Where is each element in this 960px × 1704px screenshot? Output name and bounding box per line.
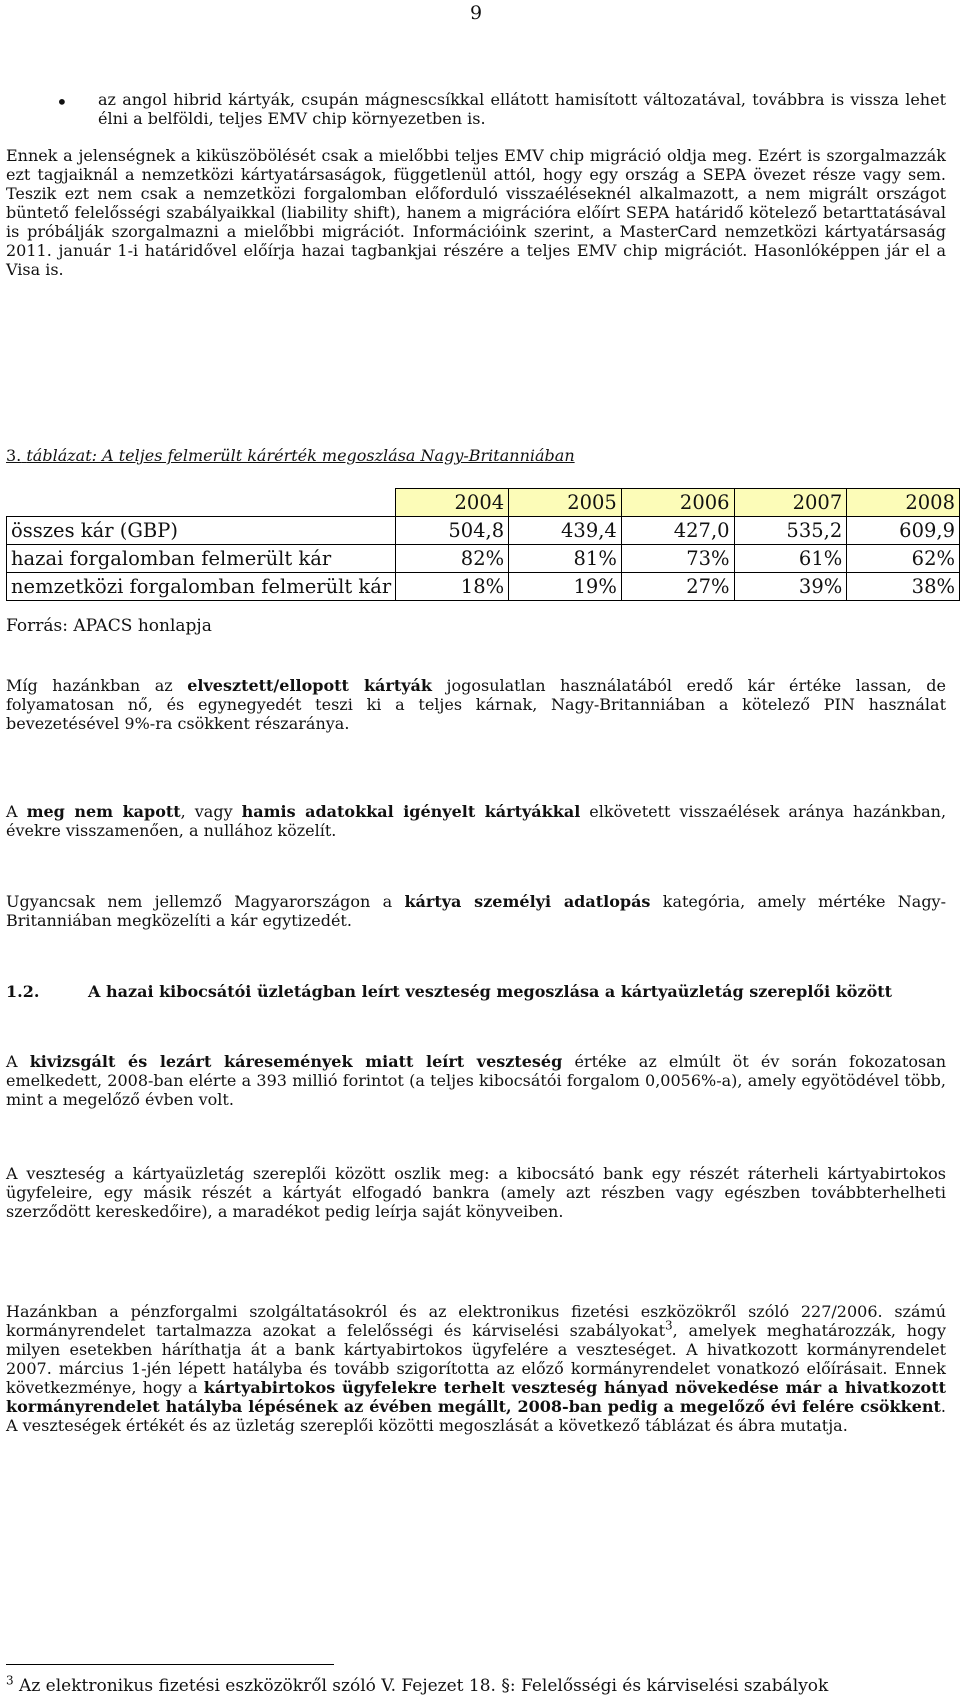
damage-table <box>6 488 960 601</box>
table-row-label: hazai forgalomban felmerült kár <box>7 545 396 573</box>
text-run: Hazánkban a pénzforgalmi szolgáltatásokról és az elektronikus fizetési eszközökről szóló 227/2006. számú kormányrendelet tartalmazza azokat a felelősségi és kárviselési szabályokat <box>6 1302 946 1340</box>
table-year-header: 2006 <box>621 489 734 517</box>
table-caption-number: 3. <box>6 446 22 465</box>
table-year-header: 2007 <box>734 489 847 517</box>
paragraph-6: A veszteség a kártyaüzletág szereplői között oszlik meg: a kibocsátó bank egy részét ráterheli kártyabirtokos ügyfeleire, egy másik részét a kártyát elfogadó bankra (amely azt részben vagy egészben továbbterhelheti szerződött kereskedőire), a maradékot pedig leírja saját könyveiben. <box>6 1164 946 1221</box>
bold-text: hamis adatokkal igényelt kártyákkal <box>241 802 581 821</box>
paragraph-4 <box>6 892 946 930</box>
table-cell: 504,8 <box>396 517 509 545</box>
paragraph-1: Ennek a jelenségnek a kiküszöbölését csak a mielőbbi teljes EMV chip migráció oldja meg. Ezért is szorgalmazzák ezt tagjaiknál a nemzetközi kártyatársaságok, függetlenül attól, hogy egy ország a SEPA övezet része vagy sem. Teszik ezt nem csak a nemzetközi forgalomban előforduló visszaéléseknél alkalmazott, a nem migrált országot büntető felelősségi szabályaikkal (liability shift), hanem a migrációra előírt SEPA határidő kötelező betarttatásával is próbálják szorgalmazni a mielőbbi migrációt. Információink szerint, a MasterCard nemzetközi kártyatársaság 2011. január 1-i határidővel előírja hazai tagbankjai részére a teljes EMV chip migrációt. Hasonlóképpen jár el a Visa is. <box>6 146 946 279</box>
bold-text: kártyabirtokos ügyfelekre terhelt veszteség hányad növekedése már a hivatkozott kormányrendelet hatályba lépésének az évében megállt, 2008-ban pedig a megelőző évi felére csökkent <box>6 1378 946 1416</box>
table-corner-cell <box>7 489 396 517</box>
table-row <box>7 573 960 601</box>
bold-text: meg nem kapott <box>26 802 181 821</box>
page-number: 9 <box>470 2 483 24</box>
table-year-header: 2004 <box>396 489 509 517</box>
table-cell: 61% <box>734 545 847 573</box>
table-row <box>7 517 960 545</box>
table-header-row <box>7 489 960 517</box>
text-run: Míg hazánkban az <box>6 676 188 695</box>
section-number: 1.2. <box>6 982 40 1001</box>
text-run: A <box>6 802 27 821</box>
footnote-ref[interactable]: 3 <box>665 1318 673 1333</box>
section-title: A hazai kibocsátói üzletágban leírt veszteség megoszlása a kártyaüzletág szereplői között <box>88 982 893 1001</box>
paragraph-5 <box>6 1052 946 1109</box>
text-run: A <box>6 1052 30 1071</box>
footnote-divider <box>6 1664 334 1665</box>
table-cell: 62% <box>847 545 960 573</box>
table-year-header: 2005 <box>509 489 622 517</box>
table-cell: 439,4 <box>509 517 622 545</box>
text-run: jogosulatlan használatából eredő kár értéke lassan, de folyamatosan nő, és egynegyedét teszi ki a teljes kárnak, Nagy-Britanniában a kötelező PIN használat bevezetésével 9%-ra csökkent részaránya. <box>6 676 947 733</box>
bullet-icon: • <box>56 90 68 114</box>
footnote-text: Az elektronikus fizetési eszközökről szóló V. Fejezet 18. §: Felelősségi és kárviselési szabályok <box>13 1676 829 1696</box>
bullet-text: az angol hibrid kártyák, csupán mágnescsíkkal ellátott hamisított változatával, továbbra is vissza lehet élni a belföldi, teljes EMV chip környezetben is. <box>98 90 946 128</box>
table-cell: 18% <box>396 573 509 601</box>
text-run: értéke az elmúlt öt év során fokozatosan emelkedett, 2008-ban elérte a 393 millió forintot (a teljes kibocsátói forgalom 0,0056%-a), amely egyötödével több, mint a megelőző évben volt. <box>6 1052 947 1109</box>
table-caption <box>6 446 575 465</box>
table-row <box>7 545 960 573</box>
paragraph-7 <box>6 1302 946 1435</box>
table-row-label: összes kár (GBP) <box>7 517 396 545</box>
text-run: kategória, amely mértéke Nagy-Britanniában megközelíti a kár egytizedét. <box>6 892 947 930</box>
section-heading <box>6 982 946 1001</box>
text-run: , vagy <box>180 802 242 821</box>
table-year-header: 2008 <box>847 489 960 517</box>
text-run: . A veszteségek értékét és az üzletág szereplői közötti megoszlását a következő táblázat és ábra mutatja. <box>6 1397 946 1435</box>
table-cell: 27% <box>621 573 734 601</box>
table-cell: 535,2 <box>734 517 847 545</box>
table-cell: 39% <box>734 573 847 601</box>
table-source: Forrás: APACS honlapja <box>6 616 212 636</box>
table-cell: 609,9 <box>847 517 960 545</box>
table-caption-text: táblázat: A teljes felmerült kárérték megoszlása Nagy-Britanniában <box>26 446 575 465</box>
bold-text: kivizsgált és lezárt káresemények miatt leírt veszteség <box>29 1052 563 1071</box>
table-cell: 82% <box>396 545 509 573</box>
table-cell: 38% <box>847 573 960 601</box>
table-cell: 81% <box>509 545 622 573</box>
table-cell: 73% <box>621 545 734 573</box>
paragraph-2 <box>6 676 946 733</box>
table-row-label: nemzetközi forgalomban felmerült kár <box>7 573 396 601</box>
table-cell: 19% <box>509 573 622 601</box>
table-cell: 427,0 <box>621 517 734 545</box>
footnote <box>6 1673 829 1696</box>
bold-text: kártya személyi adatlopás <box>404 892 651 911</box>
text-run: elkövetett visszaélések aránya hazánkban, évekre visszamenően, a nullához közelít. <box>6 802 947 840</box>
text-run: , amelyek meghatározzák, hogy milyen esetekben háríthatja át a bank kártyabirtokos ügyfelére a veszteséget. A hivatkozott kormányrendelet 2007. március 1-jén lépett hatályba és tovább szigorította az előző kormányrendelet vonatkozó előírásait. Ennek következménye, hogy a <box>6 1321 946 1397</box>
paragraph-3 <box>6 802 946 840</box>
bullet-item <box>6 90 946 128</box>
footnote-marker: 3 <box>6 1673 14 1688</box>
text-run: Ugyancsak nem jellemző Magyarországon a <box>6 892 405 911</box>
bold-text: elvesztett/ellopott kártyák <box>187 676 432 695</box>
